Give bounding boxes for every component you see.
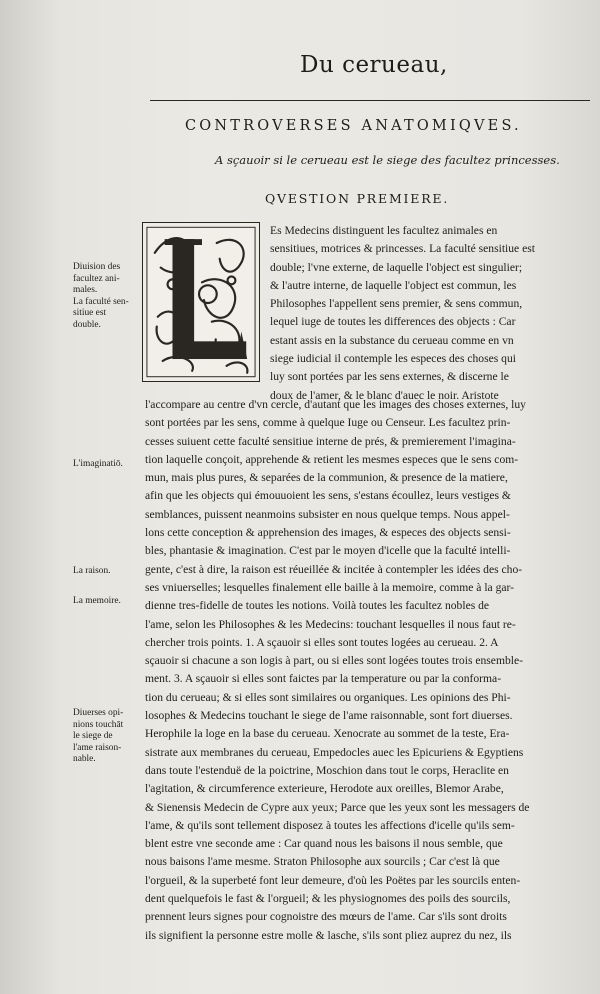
text-line: chercher trois points. 1. A sçauoir si elles sont toutes logées au cerueau. 2. A — [145, 635, 499, 649]
text-line: & Sienensis Medecin de Cypre aux yeux; Parce que les yeux sont les messagers de — [145, 800, 530, 814]
text-line: Philosophes l'appellent sens premier, & sens commun, — [270, 297, 523, 311]
text-line: siege iudicial il contemple les especes des choses qui — [270, 352, 516, 366]
text-line: sçauoir si chacune a son logis à part, ou si elles sont logées toutes trois ensemble- — [145, 654, 523, 668]
decorated-initial-letter — [142, 222, 260, 382]
text-line: nous baisons l'ame mesme. Straton Philosophe aux sourcils ; Car c'est là que — [145, 855, 500, 869]
margin-note-imagination: L'imaginatiō. — [73, 459, 123, 469]
text-line: l'agitation, & circumference exterieure, Herodote aux oreilles, Blemor Arabe, — [145, 782, 504, 796]
text-line: blent estre vne seconde ame : Car quand nous les baisons il nous semble, que — [145, 837, 503, 851]
initial-letter: L — [183, 351, 186, 357]
text-line: Herophile la loge en la base du cerueau. Xenocrate au sommet de la teste, Era- — [145, 727, 510, 741]
text-line: mun, mais plus pures, & separées de la communion, & presence de la matiere, — [145, 471, 508, 485]
floral-initial-ornament — [143, 223, 259, 381]
text-line: cesses suiuent cette faculté sensitiue interne de prés, & premierement l'imagina- — [145, 434, 516, 448]
text-line: tion du cerueau; & si elles sont similaires ou organiques. Les opinions des Phi- — [145, 690, 511, 704]
text-line: ils signifient la personne estre molle & lasche, s'ils sont pliez auprez du nez, ils — [145, 928, 512, 942]
text-line: tion laquelle conçoit, apprehende & retient les mesmes especes que le sens com- — [145, 452, 519, 466]
text-line: ment. 3. A sçauoir si elles sont faictes par la temperature ou par la conforma- — [145, 672, 502, 686]
text-line: dienne tres-fidelle de toutes les notions. Voilà toutes les facultez nobles de — [145, 599, 490, 613]
text-line: lons cette conception & apprehension des images, & especes des objects sensi- — [145, 526, 511, 540]
body-text-beside-initial — [270, 222, 595, 405]
text-line: sont portées par les sens, comme à quelque Iuge ou Censeur. Les facultez prin- — [145, 416, 511, 430]
text-line: lequel iuge de toutes les differences des objects : Car — [270, 315, 516, 329]
text-line: estant assis en la substance du cerueau comme en vn — [270, 333, 514, 347]
text-line: l'ame, & qu'ils sont tellement disposez à toutes les affections d'icelle qu'ils sem- — [145, 818, 515, 832]
text-line: losophes & Medecins touchant le siege de l'ame raisonnable, sont fort diuerses. — [145, 709, 513, 723]
text-line: prennent leurs signes pour cognoistre des mœurs de l'ame. Car s'ils sont droits — [145, 910, 507, 924]
text-line: afin que les objects qui émouuoient les sens, s'estans écoullez, leurs vestiges & — [145, 489, 511, 503]
text-line: ses vniuerselles; lesquelles finalement elle baille à la memoire, comme à la gar- — [145, 580, 515, 594]
section-title: CONTROVERSES ANATOMIQVES. — [185, 118, 522, 134]
text-line: l'accompare au centre d'vn cercle, d'autant que les images des choses externes, luy — [145, 398, 526, 411]
text-line: Es Medecins distinguent les facultez animales en — [270, 224, 498, 237]
margin-note-raison: La raison. — [73, 566, 111, 576]
question-heading: QVESTION PREMIERE. — [265, 191, 450, 206]
subtitle: A sçauoir si le cerueau est le siege des facultez princesses. — [215, 153, 560, 167]
running-head: Du cerueau, — [300, 52, 448, 78]
text-line: semblances, puissent neanmoins subsister en nous quelque temps. Nous appel- — [145, 507, 510, 521]
text-line: & l'autre interne, de laquelle l'object est commun, les — [270, 278, 517, 292]
text-line: doux de l'amer, & le blanc d'auec le noir. Aristote — [270, 388, 499, 402]
text-line: luy sont portées par les sens externes, & discerne le — [270, 370, 509, 384]
margin-note-opinions: Diuerses opi- nions touchāt le siege de l'ame raison- nable. — [73, 708, 124, 764]
text-line: double; l'vne externe, de laquelle l'object est singulier; — [270, 260, 523, 274]
text-line: gente, c'est à dire, la raison est réueillée & incitée à contempler les idées des cho- — [145, 562, 523, 576]
text-line: l'orgueil, & la superbeté font leur demeure, d'où les Poëtes par les sourcils enten- — [145, 873, 521, 887]
margin-note-memoire: La memoire. — [73, 596, 121, 606]
text-line: sistrate aux membranes du cerueau, Empedocles auec les Epicuriens & Egyptiens — [145, 745, 524, 759]
header-rule — [150, 100, 590, 101]
text-line: sensitiues, motrices & princesses. La faculté sensitiue est — [270, 242, 535, 256]
body-text-main — [145, 396, 595, 945]
text-line: dent quelquefois le fast & l'orgueil; & les physiognomes des poils des sourcils, — [145, 892, 511, 906]
text-line: l'ame, selon les Philosophes & les Medecins: touchant lesquelles il nous faut re- — [145, 617, 516, 631]
text-line: dans toute l'estenduë de la poictrine, Moschion dans tout le corps, Heraclite en — [145, 763, 509, 777]
text-line: bles, phantasie & imagination. C'est par le moyen d'icelle que la faculté intelli- — [145, 544, 511, 558]
margin-note-division: Diuision des facultez ani- males. La faculté sen- sitiue est double. — [73, 262, 129, 330]
